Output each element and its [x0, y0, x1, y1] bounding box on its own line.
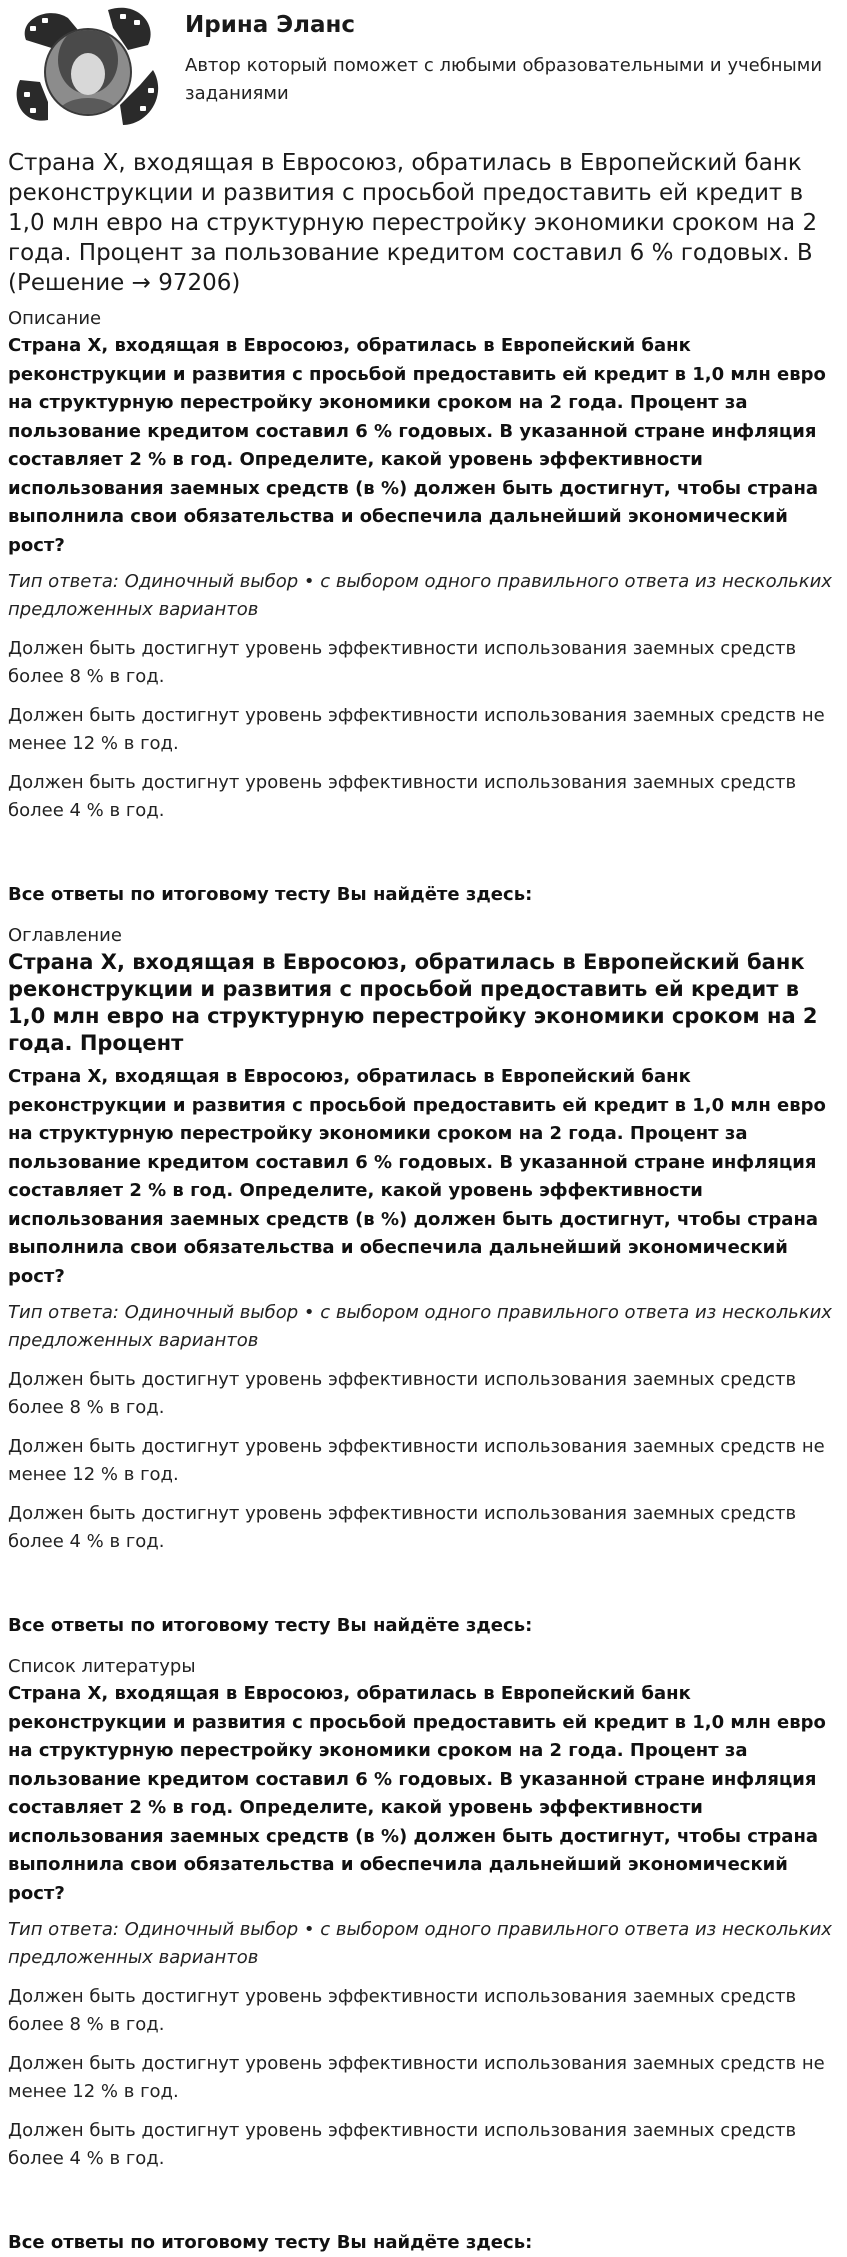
author-description: Автор который поможет с любыми образовательными и учебными заданиями	[185, 55, 823, 104]
answer-option: Должен быть достигнут уровень эффективности использования заемных средств более 8 % в год.	[8, 1369, 797, 1418]
section-label: Список литературы	[8, 1656, 196, 1677]
answer-option: Должен быть достигнут уровень эффективности использования заемных средств более 4 % в год.	[8, 2120, 797, 2169]
author-info	[185, 10, 825, 108]
question-text: Страна X, входящая в Евросоюз, обратилась в Европейский банк реконструкции и развития с просьбой предоставить ей кредит в 1,0 млн евро на структурную перестройку экономики сроком на 2 года. Процент за пользование кредитом составил 6 % годовых. В указанной стране инфляция составляет 2 % в год. Определите, какой уровень эффективности использования заемных средств (в %) должен быть достигнут, чтобы страна выполнила свои обязательства и обеспечила дальнейший экономический рост?	[8, 1683, 826, 1904]
all-answers-text: Все ответы по итоговому тесту Вы найдёте здесь:	[8, 884, 533, 905]
all-answers-text: Все ответы по итоговому тесту Вы найдёте здесь:	[8, 1615, 533, 1636]
section-label: Оглавление	[8, 925, 122, 946]
answer-option: Должен быть достигнут уровень эффективности использования заемных средств не менее 12 % в год.	[8, 705, 825, 754]
answer-option: Должен быть достигнут уровень эффективности использования заемных средств более 4 % в год.	[8, 772, 797, 821]
answer-type: Тип ответа: Одиночный выбор • с выбором одного правильного ответа из нескольких предложенных вариантов	[8, 1919, 832, 1968]
author-card	[8, 0, 839, 140]
answer-option: Должен быть достигнут уровень эффективности использования заемных средств более 4 % в год.	[8, 1503, 797, 1552]
section-contents	[8, 923, 839, 1640]
page-title: Страна X, входящая в Евросоюз, обратилась в Европейский банк реконструкции и развития с просьбой предоставить ей кредит в 1,0 млн евро на структурную перестройку экономики сроком на 2 года. Процент за пользование кредитом составил 6 % годовых. В (Решение → 97206)	[8, 150, 818, 296]
all-answers-text: Все ответы по итоговому тесту Вы найдёте здесь:	[8, 2232, 533, 2253]
answer-option: Должен быть достигнут уровень эффективности использования заемных средств не менее 12 % в год.	[8, 1436, 825, 1485]
section-references	[8, 1654, 839, 2257]
section-heading: Страна X, входящая в Евросоюз, обратилась в Европейский банк реконструкции и развития с просьбой предоставить ей кредит в 1,0 млн евро на структурную перестройку экономики сроком на 2 года. Процент	[8, 950, 818, 1055]
answer-option: Должен быть достигнут уровень эффективности использования заемных средств не менее 12 % в год.	[8, 2053, 825, 2102]
answer-option: Должен быть достигнут уровень эффективности использования заемных средств более 8 % в год.	[8, 638, 797, 687]
question-text: Страна X, входящая в Евросоюз, обратилась в Европейский банк реконструкции и развития с просьбой предоставить ей кредит в 1,0 млн евро на структурную перестройку экономики сроком на 2 года. Процент за пользование кредитом составил 6 % годовых. В указанной стране инфляция составляет 2 % в год. Определите, какой уровень эффективности использования заемных средств (в %) должен быть достигнут, чтобы страна выполнила свои обязательства и обеспечила дальнейший экономический рост?	[8, 335, 826, 556]
author-avatar[interactable]	[8, 0, 168, 140]
question-text: Страна X, входящая в Евросоюз, обратилась в Европейский банк реконструкции и развития с просьбой предоставить ей кредит в 1,0 млн евро на структурную перестройку экономики сроком на 2 года. Процент за пользование кредитом составил 6 % годовых. В указанной стране инфляция составляет 2 % в год. Определите, какой уровень эффективности использования заемных средств (в %) должен быть достигнут, чтобы страна выполнила свои обязательства и обеспечила дальнейший экономический рост?	[8, 1066, 826, 1287]
answer-type: Тип ответа: Одиночный выбор • с выбором одного правильного ответа из нескольких предложенных вариантов	[8, 571, 832, 620]
section-label: Описание	[8, 308, 102, 329]
answer-option: Должен быть достигнут уровень эффективности использования заемных средств более 8 % в год.	[8, 1986, 797, 2035]
answer-type: Тип ответа: Одиночный выбор • с выбором одного правильного ответа из нескольких предложенных вариантов	[8, 1302, 832, 1351]
author-name[interactable]: Ирина Эланс	[185, 12, 356, 38]
section-description	[8, 306, 839, 909]
